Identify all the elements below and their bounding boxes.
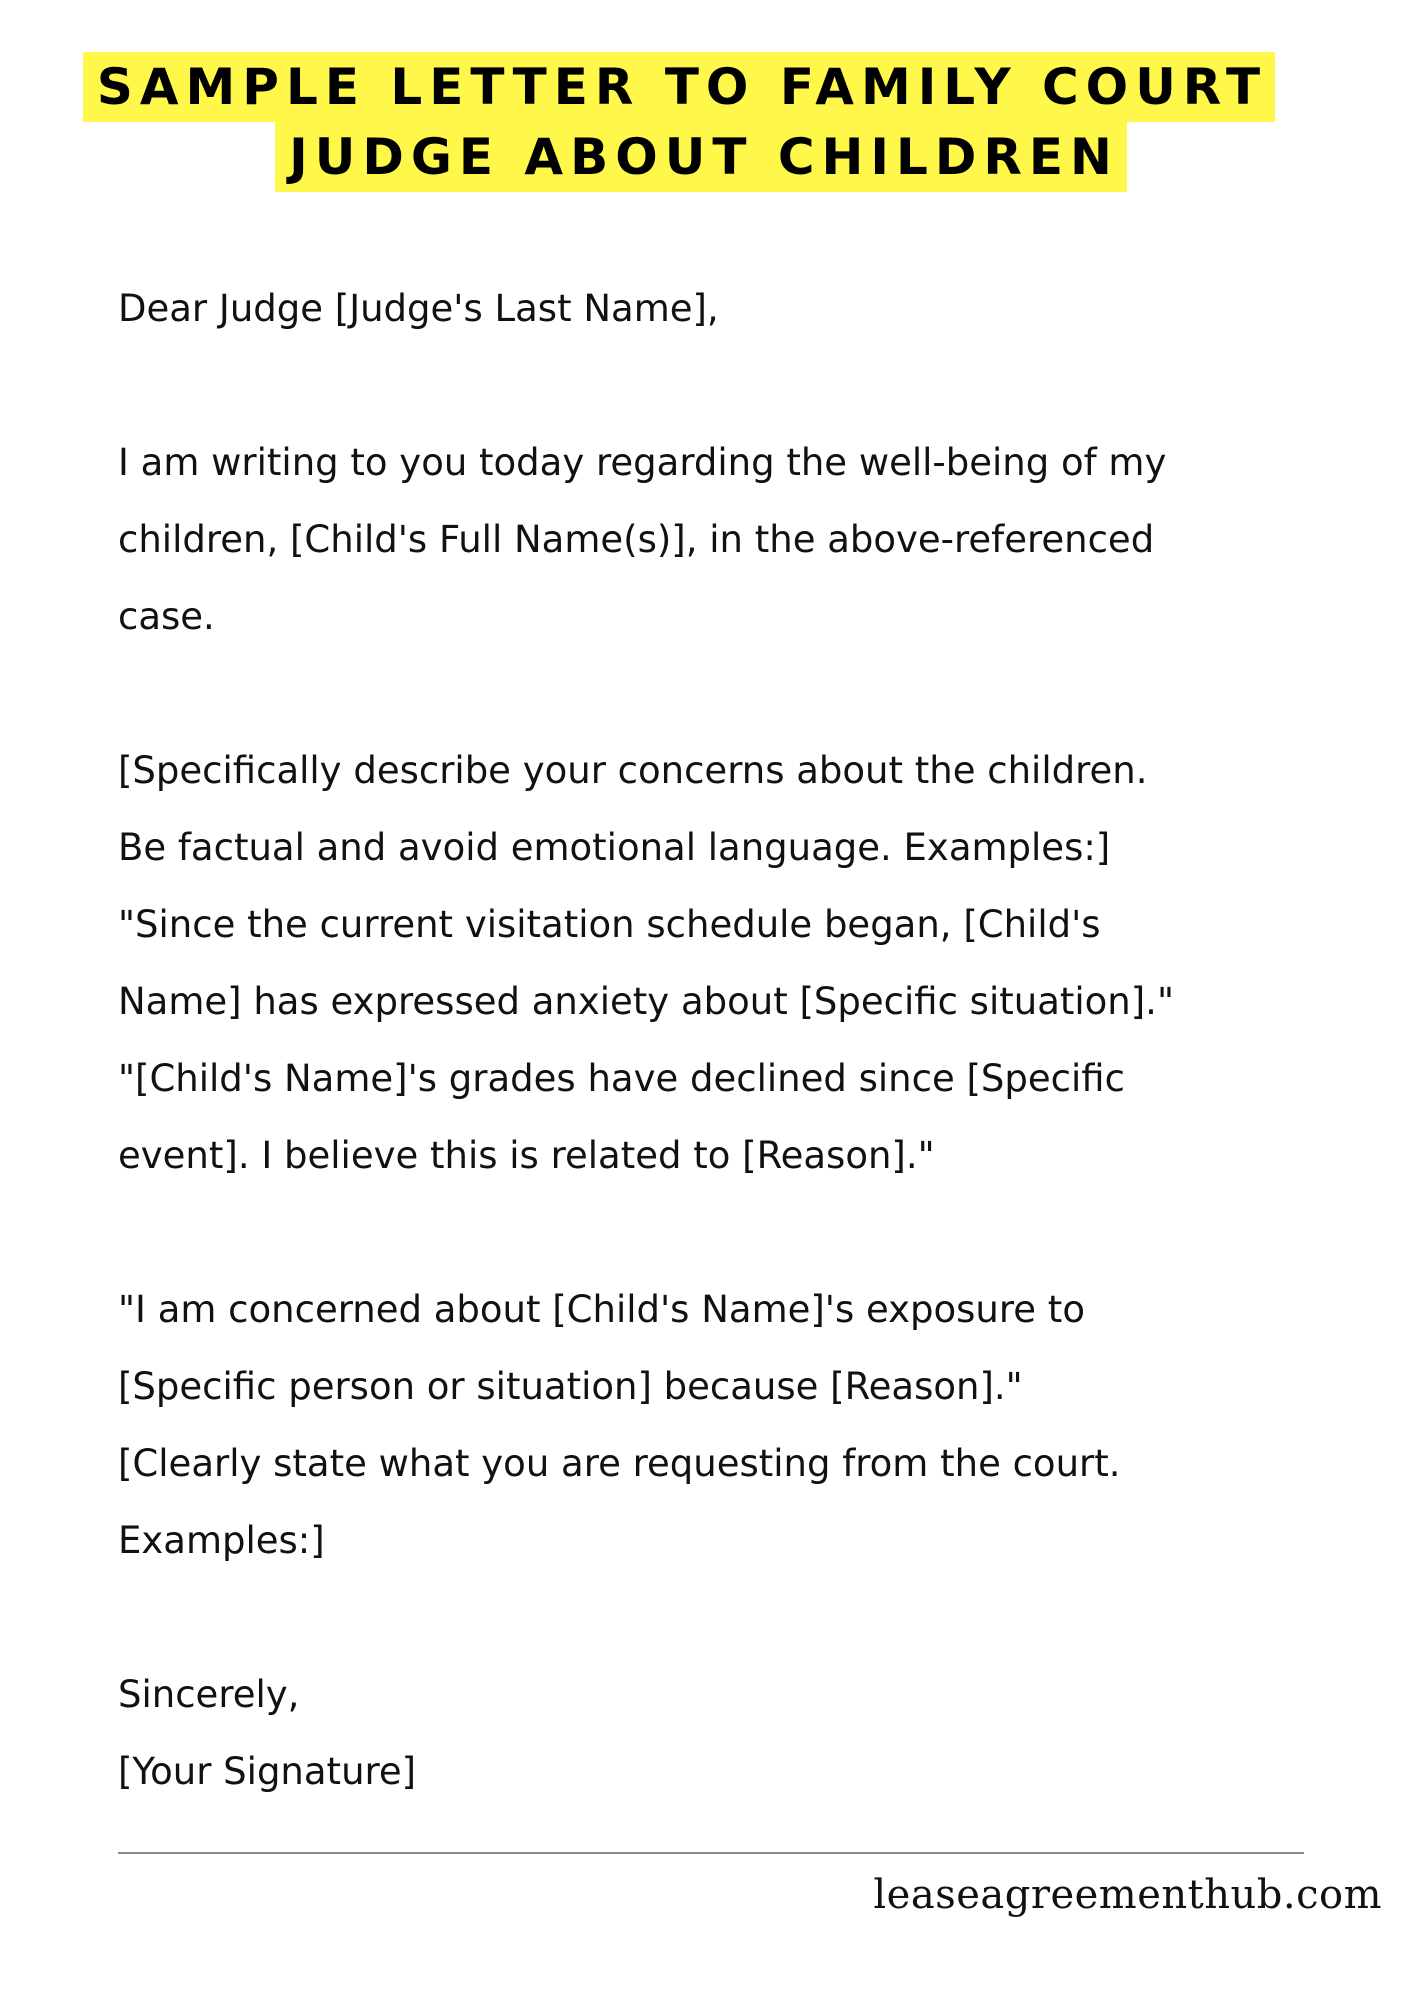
salutation: Dear Judge [Judge's Last Name], <box>118 287 719 330</box>
paragraph-3-line: "I am concerned about [Child's Name]'s exposure to <box>118 1288 1085 1331</box>
paragraph-1-line: case. <box>118 595 215 638</box>
paragraph-gap <box>118 1194 1348 1271</box>
paragraph-gap <box>118 347 1348 424</box>
paragraph-2-line: [Specifically describe your concerns about the children. <box>118 749 1148 792</box>
title-line-2: JUDGE ABOUT CHILDREN <box>275 122 1127 192</box>
title-line-1: SAMPLE LETTER TO FAMILY COURT <box>83 52 1275 122</box>
footer-divider <box>118 1852 1304 1854</box>
paragraph-1-line: children, [Child's Full Name(s)], in the above-referenced <box>118 518 1155 561</box>
paragraph-gap <box>118 655 1348 732</box>
paragraph-3-line: [Specific person or situation] because [Reason]." <box>118 1365 1023 1408</box>
paragraph-3-line: Examples:] <box>118 1519 325 1562</box>
paragraph-2-line: Be factual and avoid emotional language. Examples:] <box>118 826 1111 869</box>
paragraph-3-line: [Clearly state what you are requesting from the court. <box>118 1442 1121 1485</box>
page-title <box>0 52 1414 192</box>
paragraph-gap <box>118 1579 1348 1656</box>
paragraph-2-line: "[Child's Name]'s grades have declined since [Specific <box>118 1057 1125 1100</box>
paragraph-1-line: I am writing to you today regarding the well-being of my <box>118 441 1167 484</box>
footer-site-name: leaseagreementhub.com <box>873 1872 1382 1918</box>
paragraph-2-line: event]. I believe this is related to [Reason]." <box>118 1134 935 1177</box>
paragraph-2-line: Name] has expressed anxiety about [Specific situation]." <box>118 980 1174 1023</box>
letter-body <box>118 270 1348 1810</box>
closing: Sincerely, <box>118 1673 300 1716</box>
signature-placeholder: [Your Signature] <box>118 1750 417 1793</box>
paragraph-2-line: "Since the current visitation schedule began, [Child's <box>118 903 1101 946</box>
